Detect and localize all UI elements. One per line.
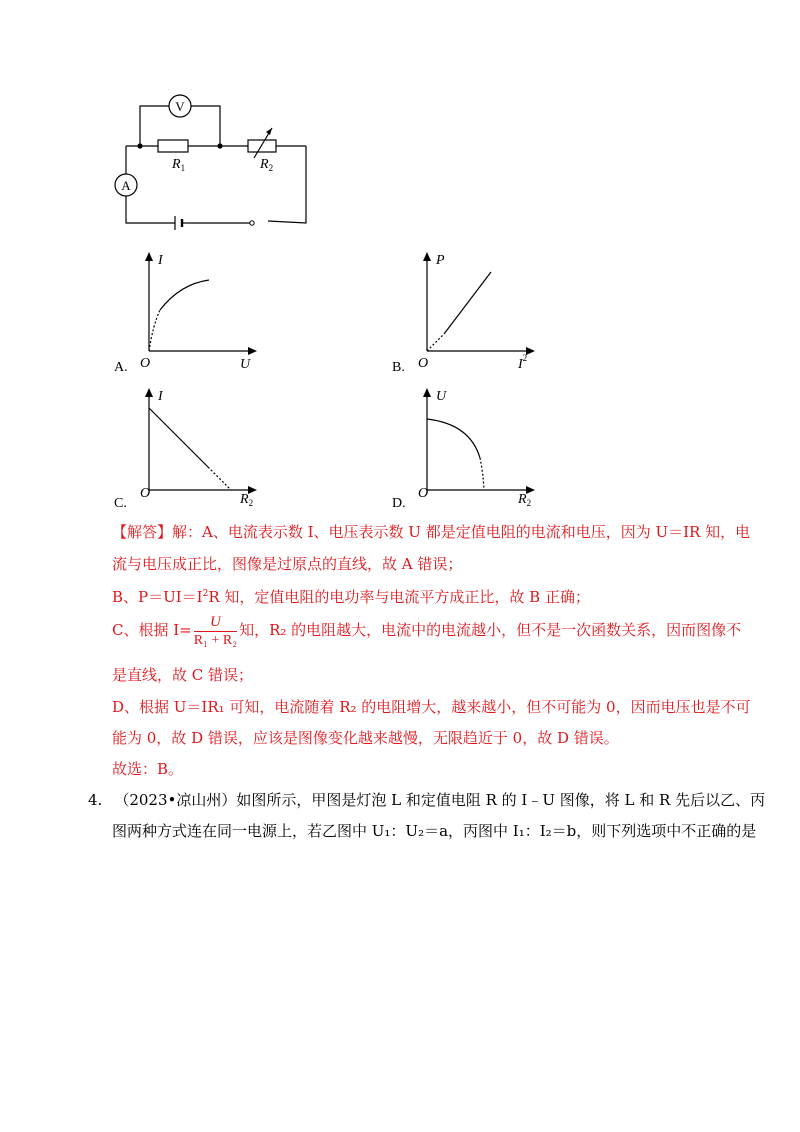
graph-b-ylabel: P (436, 253, 445, 268)
option-d-label: D. (392, 496, 406, 511)
answer-line-3 (112, 584, 590, 607)
question-4-text-1: （2023•凉山州）如图所示，甲图是灯泡 L 和定值电阻 R 的 I﹣U 图像，将 L 和 R 先后以乙、丙 (114, 791, 766, 809)
graph-b-origin: O (418, 356, 429, 371)
graph-c-ylabel: I (158, 389, 163, 404)
answer-choice: 故选：B。 (112, 760, 184, 778)
graph-a-ylabel: I (158, 253, 163, 268)
graph-d-ylabel: U (436, 389, 447, 404)
graph-b-xlabel: $I^2$ (518, 353, 528, 372)
voltmeter-label: V (175, 99, 185, 114)
answer-line-4-post: 知，R₂ 的电阻越大，电流中的电流越小，但不是一次函数关系，因而图像不 (239, 621, 742, 639)
r2-label: $R_2$ (260, 157, 274, 173)
answer-line-1 (112, 522, 750, 542)
answer-line-3-post: R 知，定值电阻的电功率与电流平方成正比，故 B 正确； (208, 588, 590, 606)
graph-c-origin: O (140, 486, 151, 501)
option-b-label: B. (392, 360, 405, 375)
graph-a-xlabel: U (240, 357, 251, 372)
answer-line-4-pre: C、根据 I= (112, 621, 192, 639)
answer-line-3-pre: B、P＝UI＝I (112, 588, 203, 606)
r1-label: $R_1$ (172, 157, 186, 173)
graph-d (388, 382, 548, 512)
graph-b (388, 250, 548, 375)
answer-tag: 【解答】 (112, 523, 173, 541)
answer-line-2: 流与电压成正比，图像是过原点的直线，故 A 错误； (112, 555, 463, 573)
fraction-numerator: U (194, 613, 237, 632)
graph-c-xlabel: $R_2$ (240, 492, 254, 508)
answer-line-3-sup: 2 (202, 589, 209, 599)
option-a-label: A. (114, 360, 128, 375)
answer-line-5: 是直线，故 C 错误； (112, 666, 254, 684)
question-4-line-2: 图两种方式连在同一电源上，若乙图中 U₁：U₂＝a，丙图中 I₁：I₂＝b，则下列选项中不正确的是 (112, 822, 757, 840)
ammeter-label: A (121, 178, 131, 193)
graph-a (110, 250, 270, 375)
answer-line-6: D、根据 U＝IR₁ 可知，电流随着 R₂ 的电阻增大，越来越小，但不可能为 0，因而电压也是不可 (112, 698, 751, 716)
graph-d-xlabel: $R_2$ (518, 492, 532, 508)
answer-line-7: 能为 0，故 D 错误，应该是图像变化越来越慢，无限趋近于 0，故 D 错误。 (112, 729, 619, 747)
fraction (194, 613, 237, 650)
graph-d-origin: O (418, 486, 429, 501)
graph-c (110, 382, 270, 512)
graph-a-origin: O (140, 356, 151, 371)
fraction-denominator: R₁ + R₂ (193, 632, 238, 648)
circuit-diagram (100, 88, 330, 238)
question-4-line-1 (88, 790, 765, 810)
answer-text-1: 解：A、电流表示数 I、电压表示数 U 都是定值电阻的电流和电压，因为 U＝IR 知，电 (172, 523, 751, 541)
option-c-label: C. (114, 496, 127, 511)
answer-line-4 (112, 612, 741, 650)
question-number: 4. (88, 791, 103, 809)
